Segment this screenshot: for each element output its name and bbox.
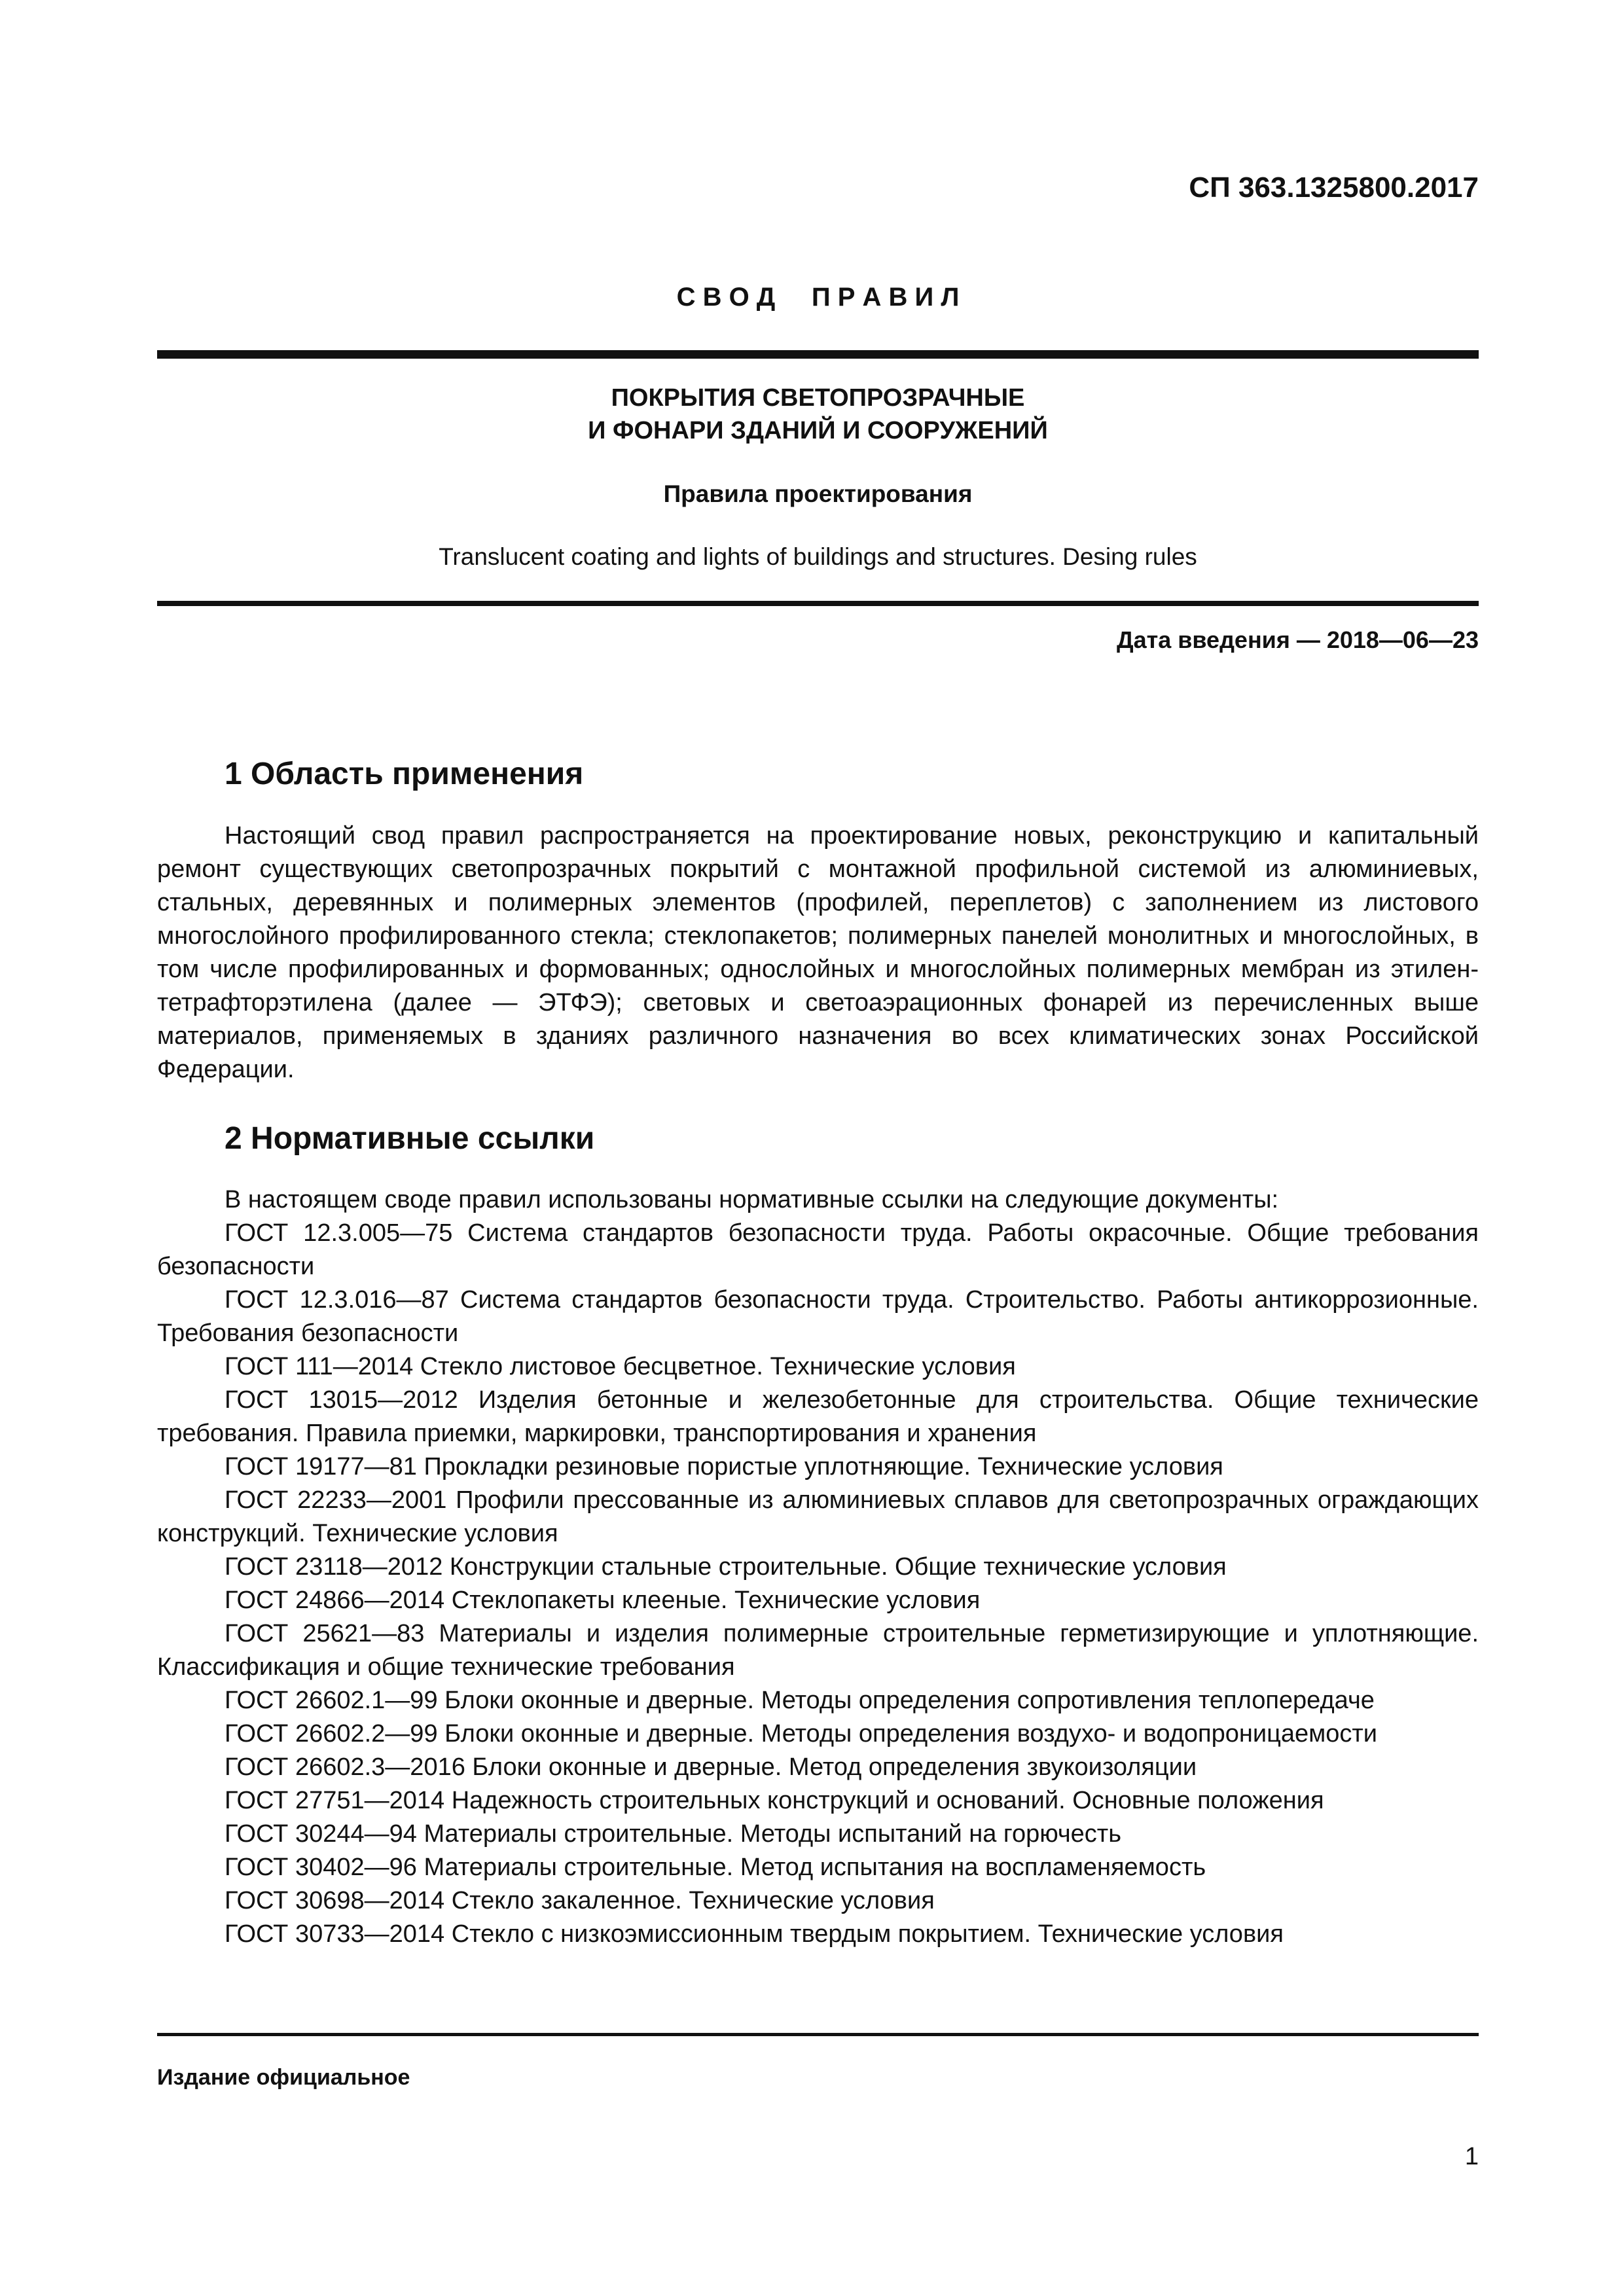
- title-line-2: И ФОНАРИ ЗДАНИЙ И СООРУЖЕНИЙ: [588, 417, 1048, 444]
- section-2-heading: 2 Нормативные ссылки: [225, 1121, 595, 1156]
- footer-divider: [157, 2033, 1479, 2036]
- reference-item: ГОСТ 111—2014 Стекло листовое бесцветное. Технические условия: [225, 1353, 1016, 1380]
- reference-item: ГОСТ 30698—2014 Стекло закаленное. Технические условия: [225, 1887, 935, 1914]
- section-1-heading: 1 Область применения: [225, 757, 584, 791]
- reference-item: ГОСТ 13015—2012 Изделия бетонные и железобетонные для строительства. Общие технические требования. Правила приемки, маркировки, транспортирования и хранения: [157, 1386, 1479, 1447]
- reference-item: ГОСТ 30733—2014 Стекло с низкоэмиссионным твердым покрытием. Технические условия: [225, 1920, 1284, 1948]
- introduction-date: Дата введения — 2018—06—23: [1116, 626, 1479, 653]
- reference-item: ГОСТ 25621—83 Материалы и изделия полимерные строительные герметизирующие и уплотняющие. Классификация и общие технические требования: [157, 1620, 1479, 1681]
- title-line-1: ПОКРЫТИЯ СВЕТОПРОЗРАЧНЫЕ: [611, 384, 1025, 412]
- references-list: [157, 1183, 1479, 1951]
- title-divider: [157, 601, 1479, 606]
- reference-item: ГОСТ 12.3.016—87 Система стандартов безопасности труда. Строительство. Работы антикоррозионные. Требования безопасности: [157, 1286, 1479, 1347]
- document-type-heading: С В О Д П Р А В И Л: [676, 283, 960, 312]
- section-1-text: Настоящий свод правил распространяется на проектирование новых, реконструкцию и капитальный ремонт существующих светопрозрачных покрытий с монтажной профильной системой из алюминиевых, стальных, деревянных и полимерных элементов (профилей, переплетов) с заполнением из листового многослойного профилированного стекла; стеклопакетов; полимерных панелей монолитных и многослойных, в том числе профилированных и формованных; однослойных и многослойных полимерных мембран из этилен-тетрафторэтилена (далее — ЭТФЭ); световых и светоаэрационных фонарей из перечисленных выше материалов, применяемых в зданиях различного назначения во всех климатических зонах Российской Федерации.: [157, 822, 1479, 1083]
- reference-item: ГОСТ 30402—96 Материалы строительные. Метод испытания на воспламеняемость: [225, 1854, 1206, 1881]
- reference-item: ГОСТ 22233—2001 Профили прессованные из алюминиевых сплавов для светопрозрачных ограждающих конструкций. Технические условия: [157, 1486, 1479, 1547]
- reference-item: ГОСТ 24866—2014 Стеклопакеты клееные. Технические условия: [225, 1587, 981, 1614]
- reference-item: ГОСТ 12.3.005—75 Система стандартов безопасности труда. Работы окрасочные. Общие требования безопасности: [157, 1219, 1479, 1280]
- english-title: Translucent coating and lights of buildings and structures. Desing rules: [439, 543, 1197, 570]
- top-divider: [157, 350, 1479, 359]
- document-title: [157, 382, 1479, 447]
- edition-label: Издание официальное: [157, 2065, 410, 2090]
- page-number: 1: [1464, 2143, 1479, 2170]
- reference-item: ГОСТ 19177—81 Прокладки резиновые пористые уплотняющие. Технические условия: [225, 1453, 1223, 1480]
- reference-item: ГОСТ 23118—2012 Конструкции стальные строительные. Общие технические условия: [225, 1553, 1227, 1581]
- reference-item: ГОСТ 26602.3—2016 Блоки оконные и дверные. Метод определения звукоизоляции: [225, 1753, 1197, 1781]
- reference-item: ГОСТ 26602.1—99 Блоки оконные и дверные. Методы определения сопротивления теплопередаче: [225, 1687, 1375, 1714]
- document-subtitle: Правила проектирования: [663, 480, 973, 507]
- reference-item: ГОСТ 30244—94 Материалы строительные. Методы испытаний на горючесть: [225, 1820, 1122, 1848]
- document-code: СП 363.1325800.2017: [1189, 171, 1479, 204]
- reference-item: ГОСТ 27751—2014 Надежность строительных конструкций и оснований. Основные положения: [225, 1787, 1324, 1814]
- reference-item: ГОСТ 26602.2—99 Блоки оконные и дверные. Методы определения воздухо- и водопроницаемости: [225, 1720, 1378, 1748]
- references-intro: В настоящем своде правил использованы нормативные ссылки на следующие документы:: [225, 1186, 1279, 1213]
